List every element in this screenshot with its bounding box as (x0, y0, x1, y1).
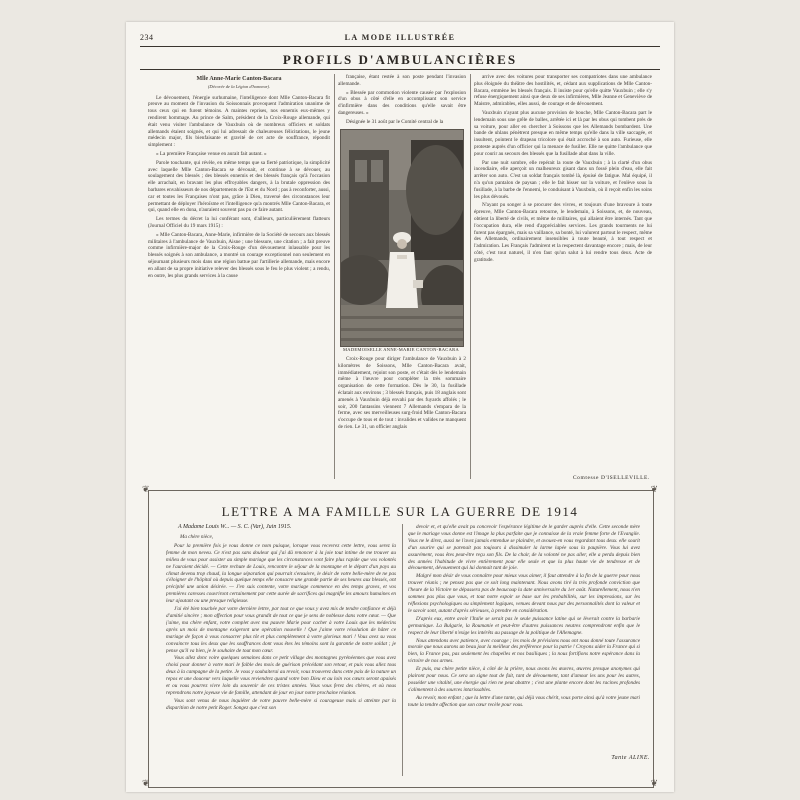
paragraph: Vauxbuin n'ayant plus aucune provision de bouche, Mlle Canton-Bacara part le lendemain sous une grêle de balles, arrêtée ici et là par les obus qui tombent près de sa voiture, pour aller en chercher à Soissons que les Allemands bombardent. Une bande de uhlans pénètrent presque en même temps qu'elle dans la ville saccagée, et insultent, pointent le drapeau tricolore qui était accroché à son auto. Furieuse, elle proteste auprès d'un officier qui la menace de fusiller. Elle ne quitte l'ambulance que pour courir au secours des blessés que la fusillade abat dans la ville. (474, 109, 652, 157)
column-divider (334, 74, 335, 479)
letter-column-1 (166, 534, 396, 782)
article-title: PROFILS D'AMBULANCIÈRES (282, 52, 518, 67)
title-rule (140, 69, 660, 70)
article-signature: Comtesse D'ISELLEVILLE. (572, 475, 650, 481)
paragraph: devoir et, et qu'elle avait pu concevoir l'espérance légitime de le garder auprès d'elle. Cette seconde mère que le mariage vous donne est l'image la plus parfaite que je connaisse de la vraie femme forte de l'Evangile. Vous ne le direz, aussi ne l'avez jamais entendue se plaindre, et avouez-en vous regardant tous deux. elle sourit d'un sourire qui se parenait pas toujours à dissimuler la larme lapée sous la paupière. Vous lui avez assurément, vous êtes peut-être reçu son fils. De la chair, de la volonté ne pas aller, elle a perdu depuis bien des années l'habitude de vivre entièrement pour elle seule et que la plus haute vie de tendresse et de dévouement, dévouement qui lui donnait tant de joie. (408, 524, 640, 572)
paragraph: D'après eux, entre avoir l'Italie se serait pas le seule puissance latine qui se lèverait contre la barbarie germanique. La Bulgarie, la Roumanie et peut-être d'autres puissances neutres comprendront enfin que le respect de leur liberté n'exige les intérêts au passage de la politique de l'Allemagne. (408, 615, 640, 636)
paragraph: « Blessée par commotion violente causée par l'explosion d'un obus à côté d'elle en accomplissant son service d'infirmière dans des conditions qu'elle savait être dangereuses. » (338, 89, 466, 116)
ornament-icon: ❦ (650, 778, 658, 788)
paragraph: Malgré mon désir de vous connaître pour mieux vous aimer, il faut attendre à la fin de la guerre pour nous trouver réunis ; ne pensez pas que ce soit long maintenant. Nous avons tiré la très profonde conviction que l'heure de la Victoire ne dépassera pas de beaucoup la date anniversaire du 1er août. Naturellement, nous n'en sommes pas plus que vous, et tout notre espoir se base sur les probabilités, sur les impressions, sur les réflexions psychologiques ou simplement logiques, venues devant nous par des personnalités dont la valeur et le savoir sont, autant d'après sérieuses, à prendre en considération. (408, 573, 640, 614)
paragraph: Les termes du décret la lui conférant sont, d'ailleurs, particulièrement flatteurs (Journal Officiel du 19 mars 1915) : (148, 216, 330, 229)
paragraph: Désignée le 31 août par le Comité central de la (346, 118, 444, 125)
article-column-1 (148, 72, 330, 482)
byline: Mlle Anne-Marie Canton-Bacara (196, 76, 282, 82)
article-column-2-bottom (338, 356, 466, 482)
paragraph: Par une nuit sombre, elle repérait la route de Vauxbuin ; à la clarté d'un obus incendiaire, elle aperçoit un malheureux gisant dans un fossé plein d'eau, elle fait arrêter son auto. C'est un soldat français tombé là, épuisé de fatigue. Mal équipé, il n'a qu'un pantalon de paysan ; elle le fait hisser sur la voiture, et l'enlève sous la fusillade, à la barbe de l'ennemi, le conduisant à Vauxbuin, où il reçoit enfin les soins les plus dévoués. (474, 159, 652, 200)
paragraph: J'ai été bien touchée par votre dernière lettre, par tout ce que vous y avez mis de tendre confiance et déjà d'amitié sincère ; mon affection pour vous grandit de tout ce que je sens de noblesse dans votre cœur. — Que j'aime, ma chère enfant, votre complet avec ma pauvre Marie pour cacher à votre Louis que les médecins après un mois de montagne exigeront une opération nouvelle ! Que j'aime votre résolution de hâter ce mariage de façon à vous consacrer plus tôt et plus complètement à votre glorieux mari ! Vous avez su vous convaincre tous les deux que les souffrances dont vous êtes les témoins sont la garantie de notre soldat ; je pense qu'il va bien, je le souhaite de tout mon cœur. (166, 606, 396, 654)
article-column-2-top (338, 74, 466, 126)
letter-title: LETTRE A MA FAMILLE SUR LA GUERRE DE 1914 (221, 504, 579, 519)
column-divider (402, 524, 403, 776)
ambulance-nurse-photo (340, 129, 464, 347)
column-divider (470, 74, 471, 479)
paragraph: « La première Française venue en aurait fait autant. » (156, 150, 267, 157)
letter-heading: A Madame Louis W... — S. C. (Var), Juin 1915. (178, 524, 292, 530)
paragraph: arrive avec des voitures pour transporter ses compatriotes dans une ambulance plus éloignée du théâtre des hostilités, et, cédant aux supplications de Mlle Canton-Bacara, emmène les blessés français. Il insiste pour qu'elle quitte Vauxbuin ; elle s'y refuse énergiquement ainsi que deux de ses infirmières, Mlle Jeanne et Geneviève de Maistre, admirables, elles aussi, de courage et de dévouement. (474, 74, 652, 108)
paragraph: Croix-Rouge pour diriger l'ambulance de Vauxbuin à 2 kilomètres de Soissons, Mlle Canton-Bacara avait, immédiatement, rejoint son poste, et c'était dès le lendemain même à l'œuvre pour compléter la très sommaire organisation de cette formation. Dès le 30, la fusillade éclatait aux environs ; 3 blessés français, puis 18 anglais sont amenés à Vauxbuin déjà envahi par des fuyards affolés ; le soir, 200 fantassins viennent 7 Allemands s'empara de la ferme, avec ses merveilleuses surg-froid Mlle Canton-Bacara s'occupe de tous et de tout : invalides et valides ne manquent de rien. Le 31, un officier anglais (338, 356, 466, 430)
magazine-page (126, 22, 674, 792)
page-number: 234 (140, 33, 154, 42)
article-column-3 (474, 74, 652, 472)
paragraph: française, étant restée à son poste pendant l'invasion allemande. (338, 74, 466, 87)
paragraph: Pour la première fois je vous donne ce nom puisque, lorsque vous recevrez cette lettre, vous serez la femme de mon neveu. Ce n'est pas sans douleur qui j'ai dû renoncer à la joie tout intime de me trouver au milieu de vous pour assister au simple mariage que les circonstances vont faire plus rapide que vos volontés ne l'auraient décidé. — Cette rechute de Louis, rencontre le séjour de la montagne et le départ d'un pays au climat devenu trop chaud, la longue séparation qui pourrait s'ensuivre, le désir de votre belle-mère de ne pas s'éloigner de l'hôpital où depuis quelque temps elle consacre une grande partie de ses heures aux blessés, ont précipité une union désirée. — J'en suis contente, votre mariage commence en des temps graves, et vos premières caresses couvriront certainement par cette aurée de sacrifices qui magnifie les amours humaines en leur ajoutant ou une presque religieuse. (166, 542, 396, 605)
paragraph: Au revoir, mon enfant ; que la lettre d'une tante, qui déjà vous chérit, vous porte ainsi qu'à votre jeune mari toute la tendre affection que son cœur recèle pour vous. (408, 694, 640, 708)
photo-caption: MADEMOISELLE ANNE-MARIE CANTON-BACARA (342, 347, 459, 352)
paragraph: N'ayant pu songer à se procurer des vivres, et toujours d'une bravoure à toute épreuve, Mlle Canton-Bacara retourne, le lendemain, à Soissons, et, de nouveau, obtient la liberté de civils, et même de militaires, qui allaient être internés. Tant que l'occupation dura, elle rend d'appréciables services. Les grands tourments ne lui furent pas épargnés, mais sa vaillance, sa bonté, lui valurent partout le respect, même des Allemands, ordinairement insensibles à toute beauté, à tout respect et l'admiration. Les Français l'admirent et la respectent davantage encore ; mais, de leur côté, c'est tout naturel, il n'en faut qu'un salut à lui rendre tous deux. Acte de gratitude. (474, 202, 652, 263)
letter-signature: Tante ALINE. (611, 755, 650, 761)
paragraph: Vous allez donc voire quelques semaines dans ce petit village des montagnes pyrénéennes que vous avez choisi pour donner à votre mari le faible des mois de guérison précédant son retour, et puis vous allez tous deux à la campagne de la petite. Je vous y souhaiterai au revoir, vous trouverez dans cette paix de la nature un repos et une douceur vers laquelle vous reviendrez quand votre bon Dieu et au loin vos cœurs seront apaisés et ou vous pourrez vivre loin du souvenir de ces tristes années. Vous vous ferez des chères, et où nous reprendrons notre joyeuse vie de famille, attendant de jour en jour notre prochaine réunion. (166, 655, 396, 696)
paragraph: Parole touchante, qui révèle, en même temps que sa fierté patriotique, la simplicité avec laquelle Mlle Canton-Bacara se dévouait, et continue à se dévouer, au soulagement des blessés ; des blessés ennemis et des blessés français qu'à l'occasion elle arrachait, en bravant les plus effroyables dangers, à la brutale oppression des barbares envahisseurs de nos départements de l'Est et du Nord ; pas à reconforter, aussi, car et toutes les Françaises n'ont pas, grâce à Dieu, traversé des circonstances leur permettant de déployer l'héroïsme et l'intelligence qu'a montrés Mlle Canton-Bacara, et qui, quand elle en dona, n'auraient souvent pas pu ce faire autant. (148, 159, 330, 214)
magazine-title: LA MODE ILLUSTRÉE (344, 33, 456, 42)
photo-illustration (341, 130, 463, 346)
paragraph: Vous sont venus de nous inquiéter de votre pauvre belle-mère si courageuse mais si atteinte par la disparition de notre petit Roger. Songez que c'est son (166, 697, 396, 711)
page-header (140, 30, 660, 44)
paragraph: « Mlle Canton-Bacara, Anne-Marie, infirmière de la Société de secours aux blessés militaires à l'ambulance de Vauxbuin, Aisne ; une blessure, une citation ; a fait preuve comme infirmière-major de la Croix-Rouge d'un dévouement inlassable pour les blessés soignés à son ambulance, a montré un courage exceptionnel non seulement en séjournant plusieurs mois dans une région battue par l'artillerie allemande, mais encore en allant de sa propre initiative relever des blessés sous le feu le plus violent ; a rendu, en outre, les plus grands services à la cause (148, 231, 330, 279)
ornament-icon: ❦ (142, 484, 150, 494)
paragraph: Le dévouement, l'énergie surhumaine, l'intelligence dont Mlle Canton-Bacara fit preuve au moment de l'invasion du Soissonnais provoquent l'admiration unanime de tous ceux qui en furent témoins. A maintes reprises, nos ennemis eux-mêmes y rendirent hommage. Au prince de Salm, président de la Croix-Rouge allemande, qui était venu visiter l'ambulance de Vauxbuin où de nombreux officiers et soldats allemands étaient soignés, et qui lui adressait de chaleureuses félicitations, le jeune médecin major, fils bienfaisante et gravité de cet acte de souffrance, répondit simplement : (148, 94, 330, 149)
paragraph: Et puis, ma chère petite nièce, à côté de la prière, nous avons les œuvres, œuvres presque anonymes qui plairont pour nous. Ce sera un signe tout de fait, tant de dévouement, tant d'amour les uns pour les autres, posséder une vitalité, une énergie qui rien ne peut abattre ; c'est une plante encore dont les racines profondes s'alimentent à des sources intarissables. (408, 666, 640, 693)
ornament-icon: ❦ (142, 778, 150, 788)
letter-column-2 (408, 524, 640, 752)
salutation: Ma chère nièce, (180, 534, 214, 540)
paragraph: Nous attendons avec patience, avec courage ; les mois de prévisions nous ont nous donné toute l'assurance morale que nous aurons un beau jour la meilleur des préférence pour la patrie ! Croyons aider la France qui si bien, la France pas, pas seulement les chapelles et nos basiliques ; la nous fortifions notre espérance dans la victoire de nos armes. (408, 637, 640, 665)
ornament-icon: ❦ (650, 484, 658, 494)
header-rule (140, 46, 660, 47)
byline-subtitle: (Décorée de la Légion d'honneur). (207, 83, 271, 89)
